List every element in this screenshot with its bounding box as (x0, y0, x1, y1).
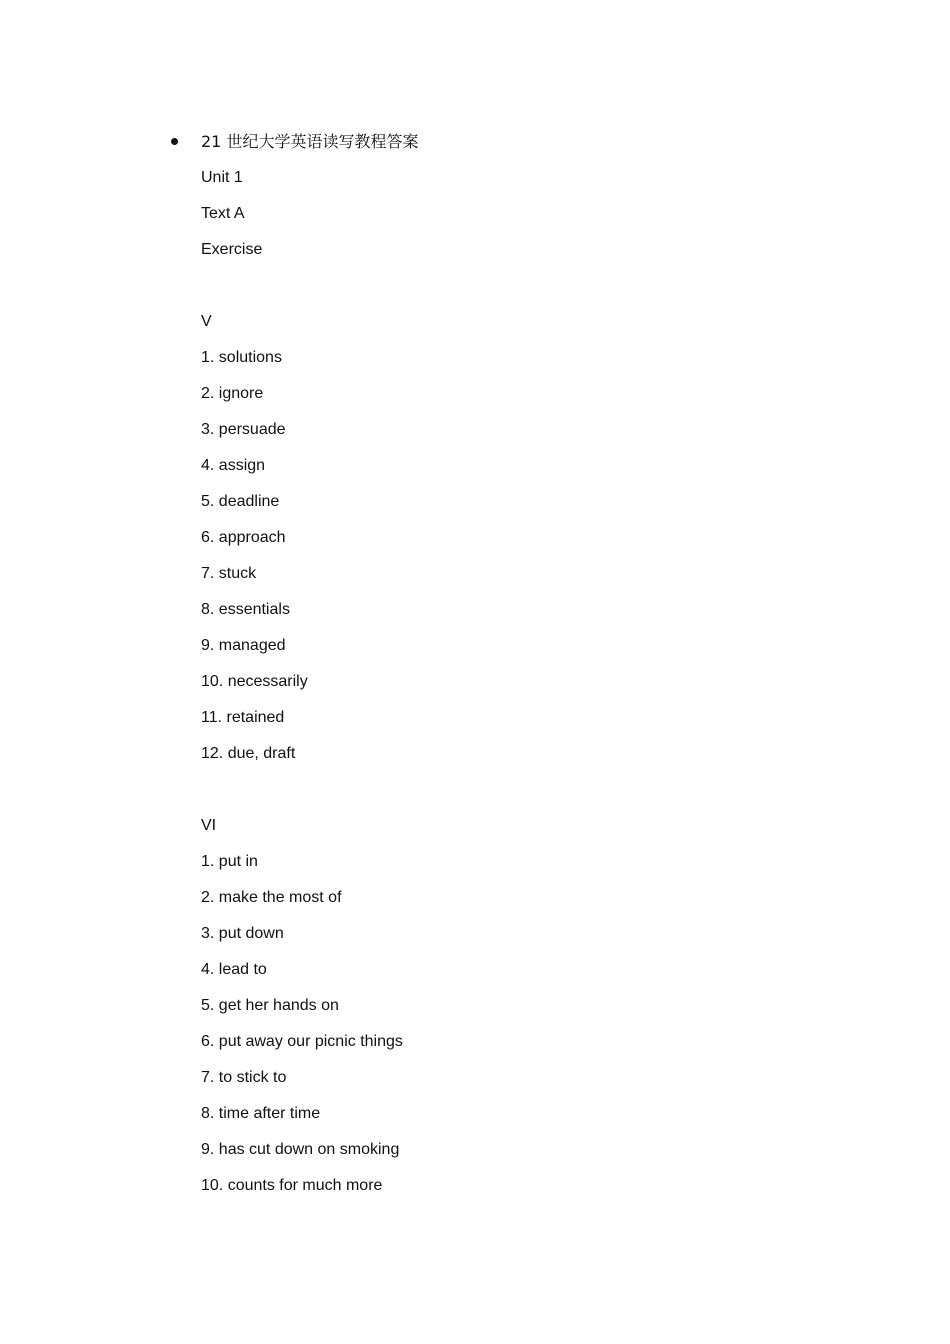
text-label: Text A (201, 205, 245, 222)
answer-item: 9. has cut down on smoking (201, 1141, 400, 1158)
answer-item: 10. necessarily (201, 673, 308, 690)
answer-item: 11. retained (201, 709, 285, 726)
spacer (201, 268, 418, 304)
answer-item: 3. put down (201, 925, 284, 942)
answer-item: 2. ignore (201, 385, 264, 402)
answer-item: 10. counts for much more (201, 1177, 383, 1194)
section-v-heading: V (201, 313, 212, 330)
answer-item: 8. time after time (201, 1105, 321, 1122)
unit-label: Unit 1 (201, 169, 243, 186)
section-vi-heading: VI (201, 817, 217, 834)
answer-item: 6. approach (201, 529, 286, 546)
exercise-label: Exercise (201, 241, 263, 258)
answer-item: 5. deadline (201, 493, 280, 510)
answer-item: 7. to stick to (201, 1069, 287, 1086)
answer-list (201, 124, 418, 1204)
spacer (201, 772, 418, 808)
answer-item: 4. lead to (201, 961, 267, 978)
answer-item: 1. put in (201, 853, 258, 870)
answer-item: 5. get her hands on (201, 997, 339, 1014)
document-title: 21 世纪大学英语读写教程答案 (201, 132, 419, 151)
answer-item: 3. persuade (201, 421, 286, 438)
answer-item: 9. managed (201, 637, 286, 654)
answer-item: 12. due, draft (201, 745, 296, 762)
answer-item: 7. stuck (201, 565, 257, 582)
answer-item: 2. make the most of (201, 889, 342, 906)
answer-item: 1. solutions (201, 349, 282, 366)
answer-item: 4. assign (201, 457, 266, 474)
answer-item: 6. put away our picnic things (201, 1033, 403, 1050)
bullet-point (171, 138, 178, 145)
answer-item: 8. essentials (201, 601, 290, 618)
